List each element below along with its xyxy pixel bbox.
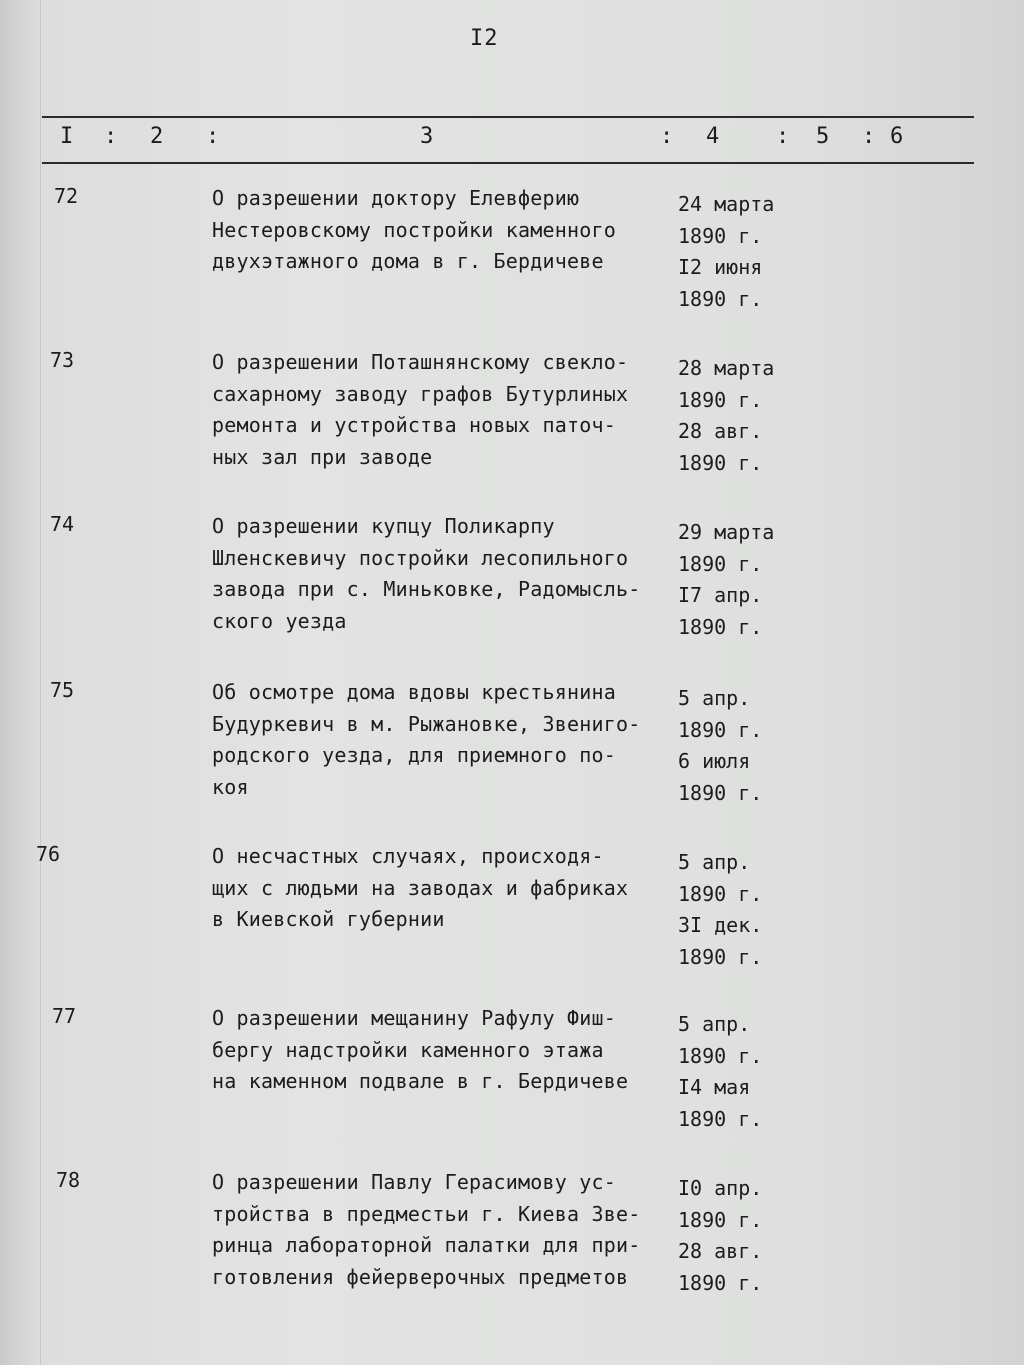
entry-title-line: сахарному заводу графов Бутурлиных	[212, 381, 629, 406]
entry-date: I2 июня	[678, 255, 763, 279]
entry-number: 78	[56, 1168, 81, 1192]
page-number: I2	[470, 26, 499, 51]
column-separator: :	[104, 124, 118, 149]
entry-number: 73	[50, 348, 75, 372]
entry-year: 1890 г.	[678, 944, 763, 969]
entry-year: 1890 г.	[678, 1270, 763, 1295]
entry-date: 28 марта	[678, 356, 775, 380]
entry-title-line: О разрешении купцу Поликарпу	[212, 514, 555, 538]
entry-date: 5 апр.	[678, 686, 751, 710]
column-header-5: 5	[816, 124, 830, 149]
entry-number: 76	[36, 842, 61, 866]
entry-year: 1890 г.	[678, 1043, 763, 1068]
entry-year: 1890 г.	[678, 551, 763, 576]
column-separator: :	[776, 124, 790, 149]
entry-year: 1890 г.	[678, 286, 763, 311]
entry-title-line: щих с людьми на заводах и фабриках	[212, 875, 629, 900]
entry-title-line: двухэтажного дома в г. Бердичеве	[212, 249, 604, 273]
entry-title-line: О разрешении Павлу Герасимову ус-	[212, 1170, 616, 1194]
entry-title-line: родского уезда, для приемного по-	[212, 743, 616, 767]
entry-year: 1890 г.	[678, 1106, 763, 1131]
entry-title-line: коя	[212, 774, 249, 799]
entry-year: 1890 г.	[678, 450, 763, 475]
column-header-3: 3	[420, 124, 434, 149]
entry-year: 1890 г.	[678, 223, 763, 248]
entry-title-line: тройства в предместьи г. Киева Зве-	[212, 1201, 641, 1226]
page-fold-shadow	[40, 0, 41, 1365]
entry-title-line: на каменном подвале в г. Бердичеве	[212, 1069, 629, 1093]
entry-number: 72	[54, 184, 79, 208]
entry-number: 77	[52, 1004, 77, 1028]
entry-date: 29 марта	[678, 520, 775, 544]
entry-title-line: в Киевской губернии	[212, 907, 445, 931]
entry-year: 1890 г.	[678, 387, 763, 412]
entry-date: 28 авг.	[678, 419, 763, 443]
entry-title-line: бергу надстройки каменного этажа	[212, 1037, 604, 1062]
entry-year: 1890 г.	[678, 614, 763, 639]
entry-date: 28 авг.	[678, 1239, 763, 1263]
entry-title-line: ринца лабораторной палатки для при-	[212, 1233, 641, 1257]
entry-date: 6 июля	[678, 749, 751, 773]
entry-title-line: ных зал при заводе	[212, 444, 433, 469]
entry-date: I7 апр.	[678, 583, 763, 607]
entry-title-line: завода при с. Миньковке, Радомысль-	[212, 577, 641, 601]
entry-date: 5 апр.	[678, 850, 751, 874]
column-header-I: I	[60, 124, 74, 149]
entry-title-line: О разрешении доктору Елевферию	[212, 186, 580, 210]
column-header-2: 2	[150, 124, 164, 149]
column-separator: :	[206, 124, 220, 149]
entry-title-line: О разрешении мещанину Рафулу Фиш-	[212, 1006, 616, 1030]
entry-year: 1890 г.	[678, 780, 763, 805]
column-separator: :	[862, 124, 876, 149]
entry-title-line: Нестеровскому постройки каменного	[212, 217, 616, 242]
entry-title-line: ского уезда	[212, 608, 347, 633]
entry-title-line: ремонта и устройства новых паточ-	[212, 413, 616, 437]
column-separator: :	[660, 124, 674, 149]
entry-date: 3I дек.	[678, 913, 763, 937]
entry-date: 5 апр.	[678, 1012, 751, 1036]
entry-year: 1890 г.	[678, 717, 763, 742]
entry-title-line: Об осмотре дома вдовы крестьянина	[212, 680, 616, 704]
column-header-6: 6	[890, 124, 904, 149]
header-top-rule	[42, 116, 974, 118]
entry-year: 1890 г.	[678, 1207, 763, 1232]
entry-number: 75	[50, 678, 75, 702]
column-header-4: 4	[706, 124, 720, 149]
entry-title-line: О разрешении Поташнянскому свекло-	[212, 350, 629, 374]
entry-date: I4 мая	[678, 1075, 751, 1099]
entry-date: 24 марта	[678, 192, 775, 216]
entry-title-line: Будуркевич в м. Рыжановке, Звениго-	[212, 711, 641, 736]
entry-number: 74	[50, 512, 75, 536]
entry-title-line: Шленскевичу постройки лесопильного	[212, 545, 629, 570]
header-bottom-rule	[42, 162, 974, 164]
entry-title-line: готовления фейерверочных предметов	[212, 1264, 629, 1289]
entry-year: 1890 г.	[678, 881, 763, 906]
entry-date: I0 апр.	[678, 1176, 763, 1200]
entry-title-line: О несчастных случаях, происходя-	[212, 844, 604, 868]
